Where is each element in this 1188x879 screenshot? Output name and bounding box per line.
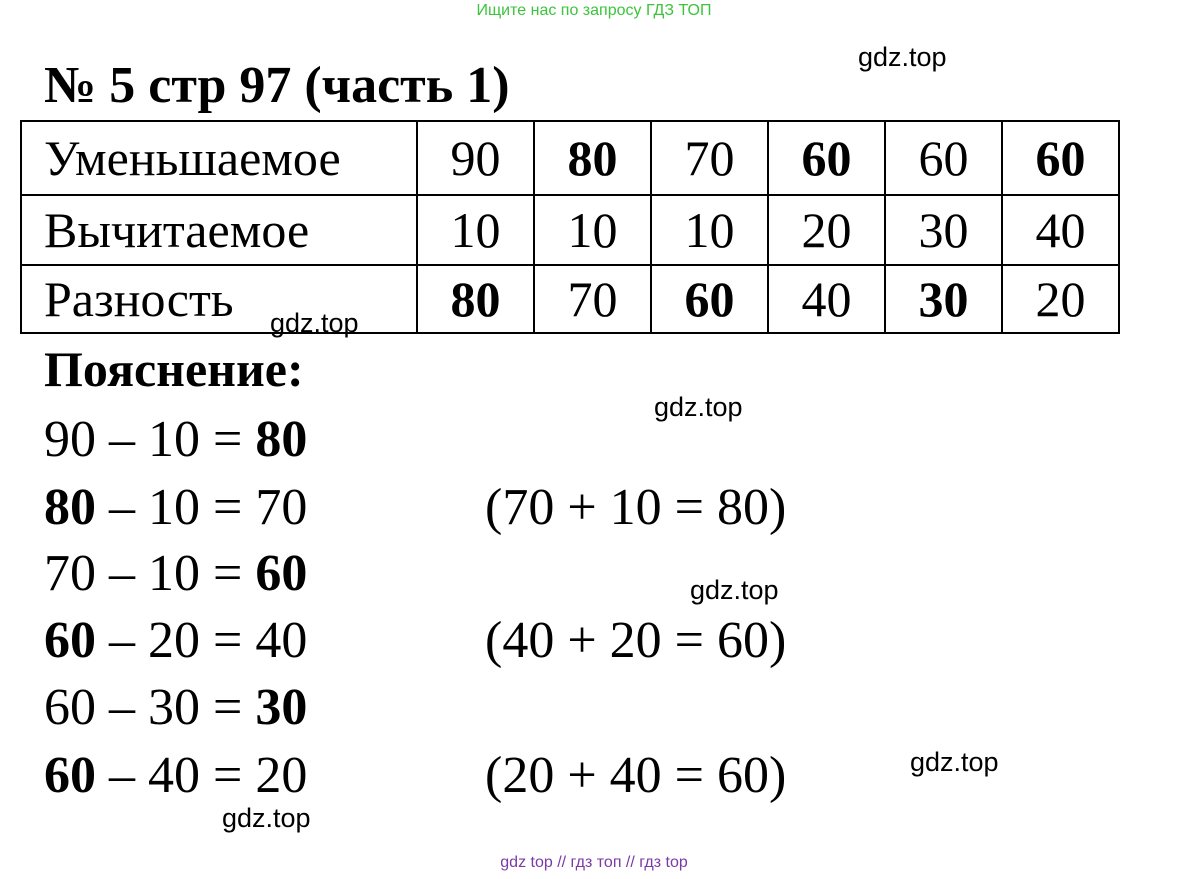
table-row-subtrahend (21, 195, 1119, 265)
row-label: Вычитаемое (21, 195, 417, 265)
table-cell: 60 (885, 121, 1002, 195)
minuend: 60 (44, 612, 96, 669)
subtrahend: 20 (148, 612, 200, 669)
table-cell: 70 (534, 265, 651, 333)
minuend: 80 (44, 479, 96, 536)
equals-sign: = (213, 411, 243, 468)
table-cell: 60 (651, 265, 768, 333)
minuend: 60 (44, 679, 96, 736)
minus-sign: – (109, 545, 135, 602)
table-cell: 90 (417, 121, 534, 195)
minus-sign: – (109, 612, 135, 669)
table-cell: 60 (768, 121, 885, 195)
difference: 20 (255, 747, 308, 804)
table-row-difference (21, 265, 1119, 333)
row-label: Уменьшаемое (21, 121, 417, 195)
minus-sign: – (109, 747, 135, 804)
equation (44, 747, 308, 804)
subtrahend: 30 (148, 679, 200, 736)
explanation-title: Пояснение: (44, 341, 304, 397)
watermark: gdz.top (222, 803, 311, 833)
subtrahend: 10 (148, 479, 200, 536)
difference: 70 (255, 479, 308, 536)
table-cell: 10 (534, 195, 651, 265)
watermark: gdz.top (270, 308, 359, 338)
equation (44, 479, 308, 536)
minuend: 60 (44, 747, 96, 804)
equation (44, 679, 308, 736)
table-cell: 40 (768, 265, 885, 333)
table-cell: 10 (417, 195, 534, 265)
table-row-minuend (21, 121, 1119, 195)
minuend: 70 (44, 545, 96, 602)
table-cell: 30 (885, 195, 1002, 265)
equation (44, 411, 308, 468)
subtrahend: 40 (148, 747, 200, 804)
table-cell: 80 (534, 121, 651, 195)
subtrahend: 10 (148, 411, 200, 468)
table-cell: 30 (885, 265, 1002, 333)
check-equation: (20 + 40 = 60) (485, 747, 787, 804)
table-cell: 40 (1002, 195, 1119, 265)
difference: 80 (255, 411, 308, 468)
equals-sign: = (213, 679, 243, 736)
equation (44, 545, 308, 602)
check-equation: (70 + 10 = 80) (485, 479, 787, 536)
equals-sign: = (213, 545, 243, 602)
minus-sign: – (109, 479, 135, 536)
check-equation: (40 + 20 = 60) (485, 612, 787, 669)
table-cell: 70 (651, 121, 768, 195)
difference: 60 (255, 545, 308, 602)
minuend: 90 (44, 411, 96, 468)
watermark: gdz.top (654, 392, 743, 422)
page-title: № 5 стр 97 (часть 1) (44, 57, 510, 114)
minus-sign: – (109, 679, 135, 736)
top-banner: Ищите нас по запросу ГДЗ ТОП (476, 2, 712, 19)
minus-sign: – (109, 411, 135, 468)
equation (44, 612, 308, 669)
watermark: gdz.top (910, 747, 999, 777)
table-cell: 10 (651, 195, 768, 265)
watermark: gdz.top (690, 575, 779, 605)
subtrahend: 10 (148, 545, 200, 602)
bottom-banner: gdz top // гдз топ // гдз top (500, 854, 688, 871)
subtraction-table (20, 120, 1120, 334)
difference: 40 (255, 612, 308, 669)
equals-sign: = (213, 479, 243, 536)
row-label: Разность (21, 265, 417, 333)
table-cell: 20 (1002, 265, 1119, 333)
watermark: gdz.top (858, 42, 947, 72)
equals-sign: = (213, 747, 243, 804)
table-cell: 20 (768, 195, 885, 265)
table-cell: 80 (417, 265, 534, 333)
table-cell: 60 (1002, 121, 1119, 195)
difference: 30 (255, 679, 308, 736)
equals-sign: = (213, 612, 243, 669)
